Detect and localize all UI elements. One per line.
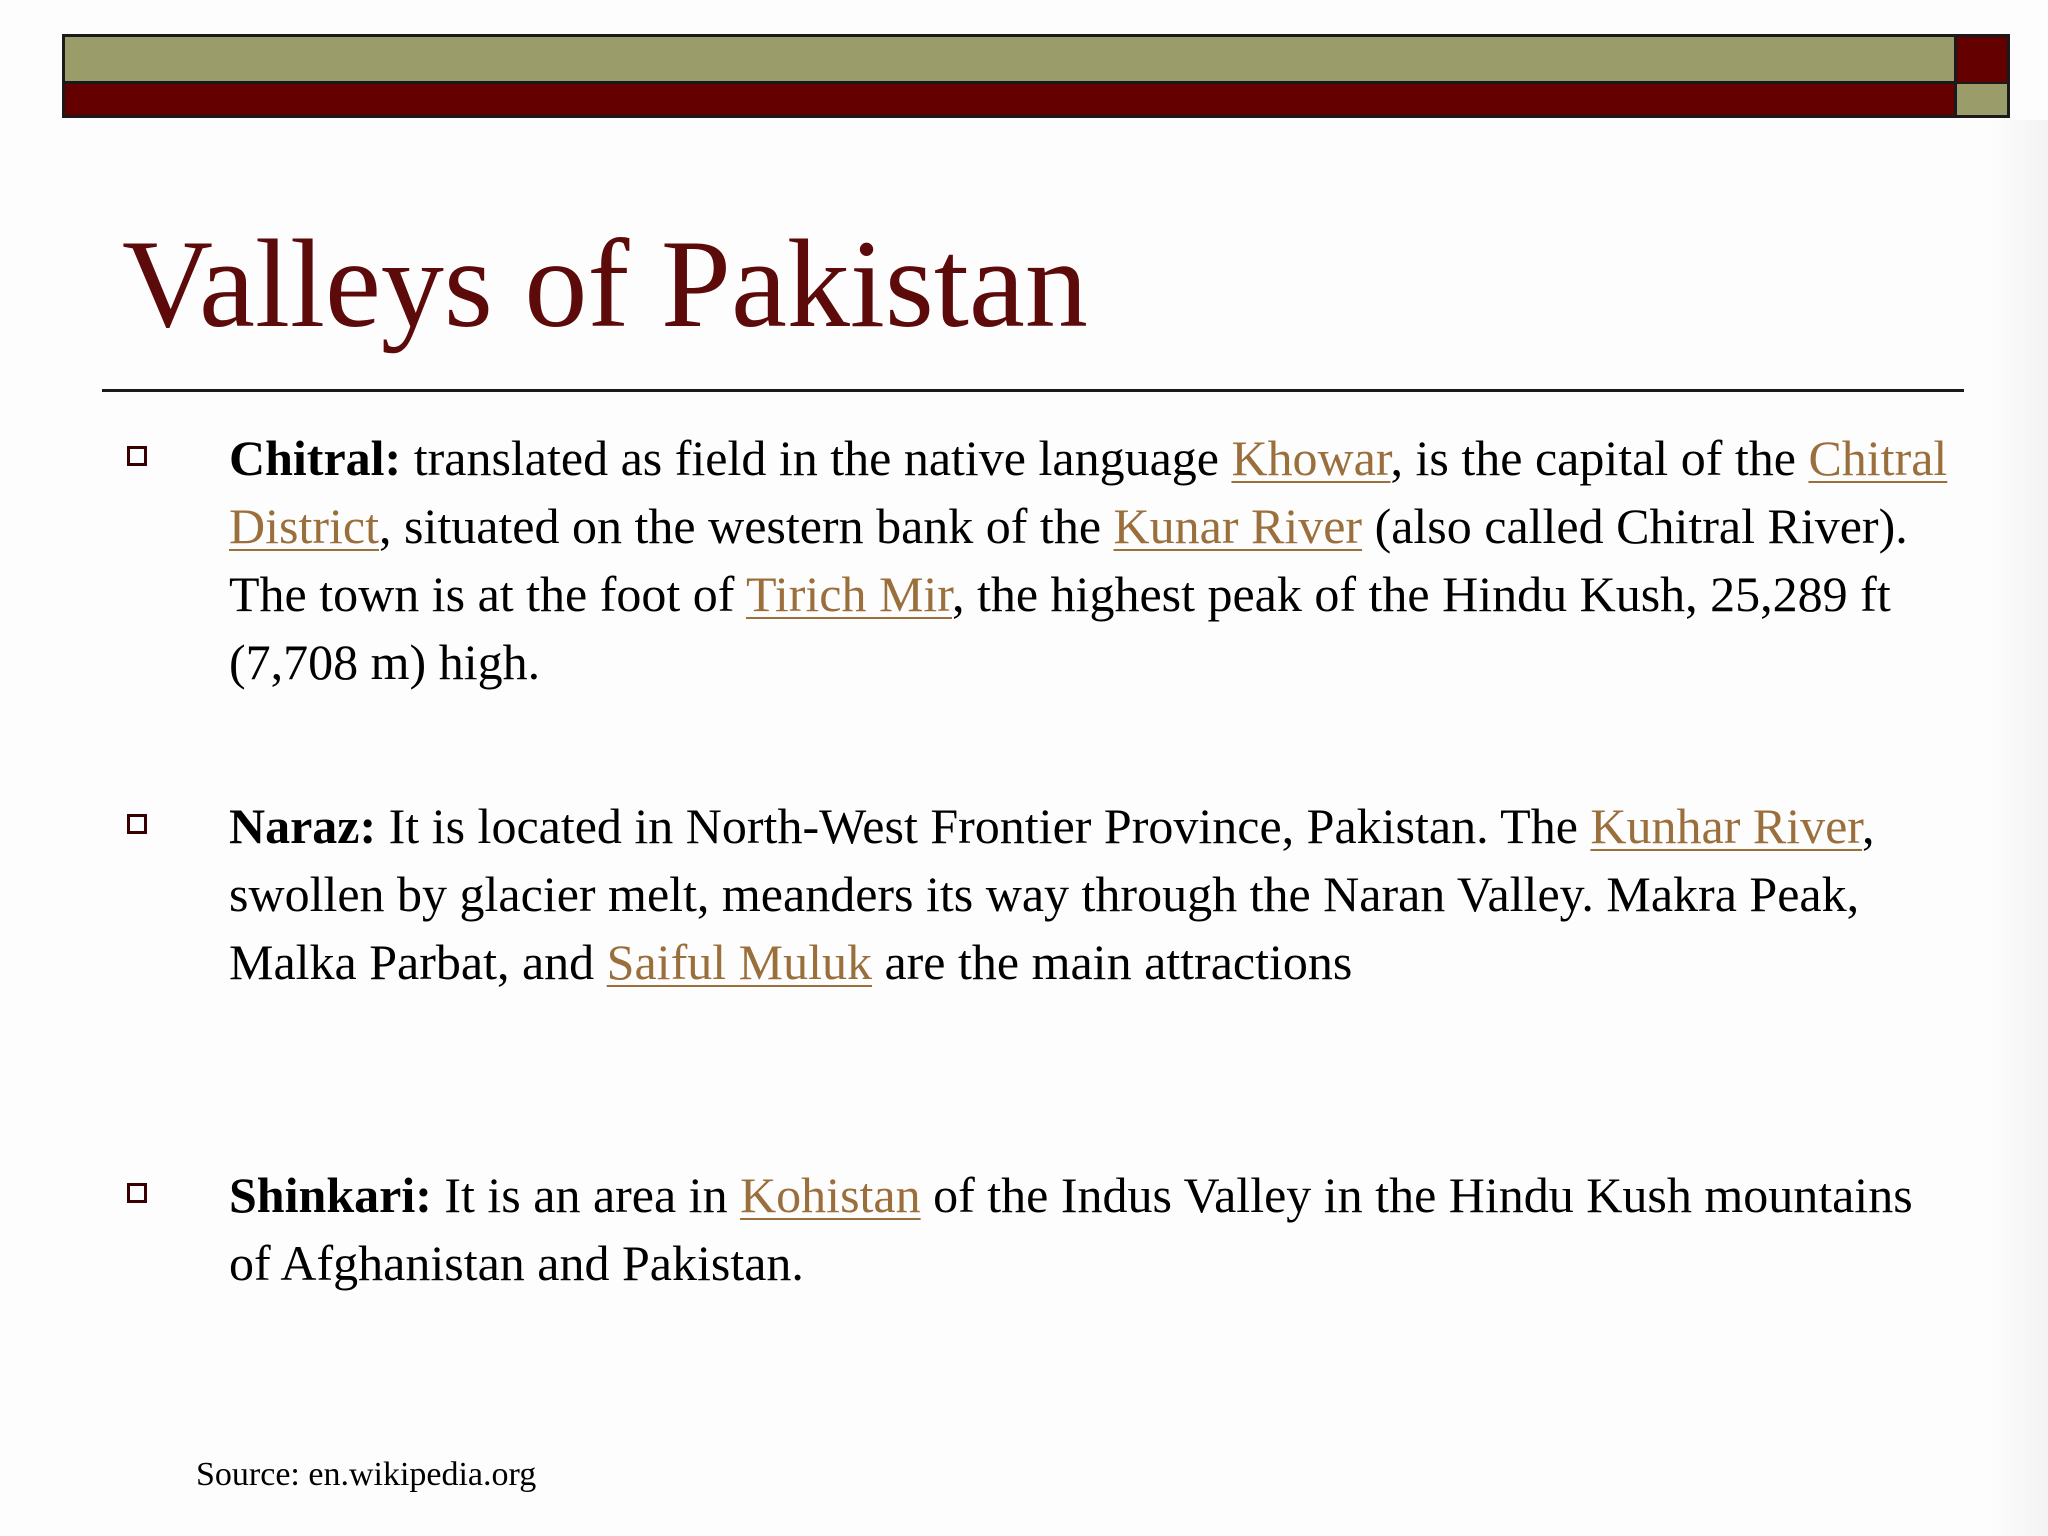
square-bullet-icon: [127, 1183, 147, 1203]
link-saiful-muluk[interactable]: Saiful Muluk: [606, 934, 872, 990]
header-olive-square: [1954, 84, 2010, 118]
right-edge-shading: [1990, 120, 2048, 1536]
bullet-text: are the main attractions: [871, 934, 1353, 990]
bullet-chitral: [229, 424, 1949, 696]
header-olive-bar: [62, 34, 1957, 84]
bullet-naraz: [229, 792, 1949, 996]
bullet-shinkari: [229, 1161, 1949, 1297]
bullet-text: , the highest peak of the Hindu Kush, 25,289 ft (7,708 m) high.: [229, 566, 1891, 690]
bullet-text: It is an area in: [431, 1167, 741, 1223]
bullet-text: , swollen by glacier melt, meanders its way through the Naran Valley. Makra Peak, Malka Parbat, and: [229, 798, 1875, 990]
header-maroon-square: [1954, 34, 2010, 85]
link-kunar-river[interactable]: Kunar River: [1113, 498, 1363, 554]
slide-title: Valleys of Pakistan: [122, 215, 1088, 354]
bullet-term: Shinkari:: [229, 1167, 432, 1223]
bullet-text: , is the capital of the: [1390, 430, 1809, 486]
bullet-text: translated as field in the native language: [401, 430, 1232, 486]
link-kohistan[interactable]: Kohistan: [740, 1167, 921, 1223]
title-divider: [102, 389, 1964, 392]
source-note: Source: en.wikipedia.org: [196, 1456, 537, 1493]
header-maroon-bar: [62, 84, 1957, 118]
bullet-text: of the Indus Valley in the Hindu Kush mountains of Afghanistan and Pakistan.: [229, 1167, 1913, 1291]
link-kunhar-river[interactable]: Kunhar River: [1590, 798, 1862, 854]
link-khowar[interactable]: Khowar: [1231, 430, 1391, 486]
bullet-text: (also called Chitral River). The town is at the foot of: [229, 498, 1908, 622]
bullet-term: Chitral:: [229, 430, 402, 486]
bullet-text: , situated on the western bank of the: [378, 498, 1114, 554]
link-tirich-mir[interactable]: Tirich Mir: [746, 566, 952, 622]
square-bullet-icon: [127, 446, 147, 466]
bullet-term: Naraz:: [229, 798, 377, 854]
link-chitral-district[interactable]: Chitral District: [229, 430, 1948, 554]
square-bullet-icon: [127, 814, 147, 834]
bullet-text: It is located in North-West Frontier Province, Pakistan. The: [376, 798, 1591, 854]
